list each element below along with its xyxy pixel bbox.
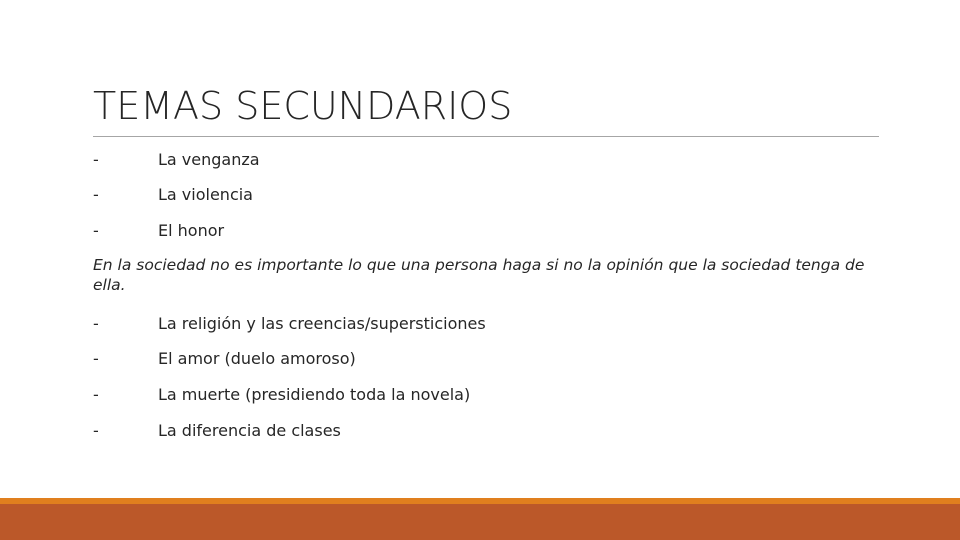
bullet-marker: - xyxy=(93,421,99,440)
bullet-item xyxy=(93,419,873,443)
bullet-text: La violencia xyxy=(158,185,253,204)
footer-band xyxy=(0,504,960,540)
bullet-item xyxy=(93,347,873,371)
body-paragraph: En la sociedad no es importante lo que una persona haga si no la opinión que la sociedad tenga de ella. xyxy=(93,256,865,294)
bullet-marker: - xyxy=(93,150,99,169)
bullet-marker: - xyxy=(93,185,99,204)
slide-title: TEMAS SECUNDARIOS xyxy=(93,84,513,128)
bullet-marker: - xyxy=(93,349,99,368)
bullet-marker: - xyxy=(93,385,99,404)
bullet-text: La muerte (presidiendo toda la novela) xyxy=(158,385,471,404)
bullet-item xyxy=(93,148,873,172)
bullet-text: La venganza xyxy=(158,150,260,169)
bullet-item xyxy=(93,312,873,336)
bullet-text: La religión y las creencias/supersticiones xyxy=(158,314,486,333)
bullet-marker: - xyxy=(93,221,99,240)
bullet-marker: - xyxy=(93,314,99,333)
bullet-text: El amor (duelo amoroso) xyxy=(158,349,356,368)
bullet-item xyxy=(93,183,873,207)
bullet-item xyxy=(93,219,873,243)
bullet-text: El honor xyxy=(158,221,225,240)
title-divider xyxy=(93,136,879,137)
bullet-text: La diferencia de clases xyxy=(158,421,341,440)
bullet-item xyxy=(93,383,873,407)
